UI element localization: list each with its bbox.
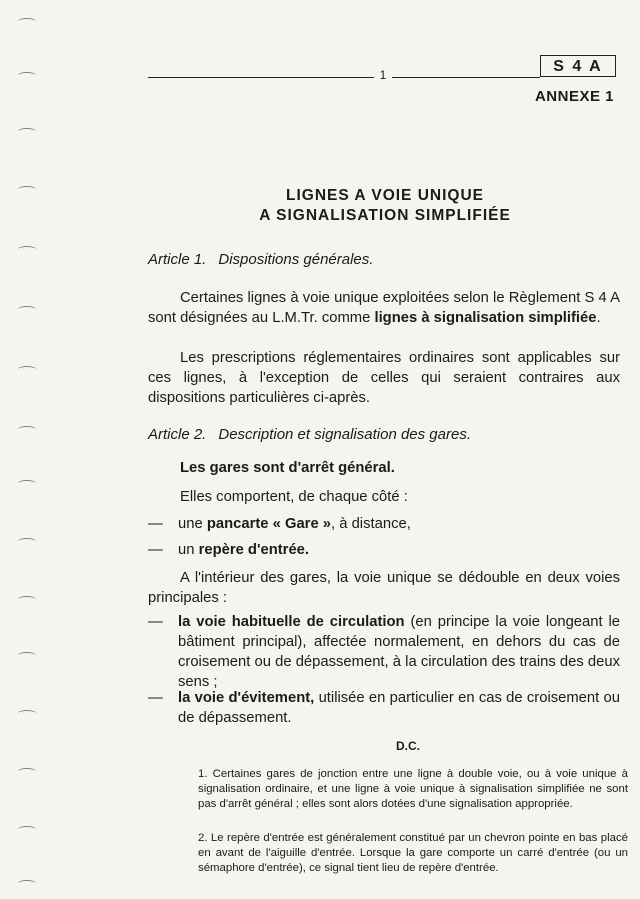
item-1-post: , à distance, xyxy=(331,516,411,532)
article-2-paragraph-1 xyxy=(148,458,620,478)
dash-marker: — xyxy=(148,614,163,630)
header-rule-right xyxy=(392,77,540,78)
list-item-pancarte xyxy=(148,514,620,534)
article-1-p1-end: . xyxy=(596,310,601,326)
header-rule-left xyxy=(148,77,374,78)
dash-marker: — xyxy=(148,690,163,706)
article-2-paragraph-2 xyxy=(148,487,620,507)
item-2-pre: un xyxy=(178,542,199,558)
item-2-bold: repère d'entrée. xyxy=(198,542,310,558)
dc-heading: D.C. xyxy=(396,739,420,753)
footnote-1: 1. Certaines gares de jonction entre une ligne à double voie, ou à voie unique à signalisation ordinaire, et une ligne à voie unique à signalisation simplifiée ne sont pas d'arrêt général ; elles sont alors dotées d'une signalisation appropriée. xyxy=(198,768,628,810)
article-2-number: Article 2. xyxy=(148,426,207,443)
article-2-paragraph-3 xyxy=(148,568,620,608)
title-line-2: A SIGNALISATION SIMPLIFIÉE xyxy=(259,207,511,224)
article-1-paragraph-1 xyxy=(148,288,620,328)
article-1-number: Article 1. xyxy=(148,251,207,268)
item-4-text: utilisée en particulier en cas de croisement ou de dépassement. xyxy=(178,690,621,726)
article-2-p1-bold: Les gares sont d'arrêt général. xyxy=(180,460,395,476)
article-1-heading xyxy=(148,251,373,268)
article-1-paragraph-2 xyxy=(148,348,620,408)
article-1-title: Dispositions générales. xyxy=(218,251,374,268)
item-3-text: (en principe la voie longeant le bâtiment principal), affectée normalement, en dehors du cas de croisement ou de dépassement, à la circulation des trains des deux sens ; xyxy=(178,614,620,690)
article-2-heading xyxy=(148,426,471,443)
item-4-bold: la voie d'évitement, xyxy=(178,690,315,706)
footnote-2: 2. Le repère d'entrée est généralement constitué par un chevron pointe en bas placé en avant de l'aiguille d'entrée. Lorsque la gare comporte un carré d'entrée (ou un sémaphore d'entrée), ce signal tient lieu de repère d'entrée. xyxy=(198,832,628,874)
dash-marker: — xyxy=(148,516,163,532)
list-item-voie-evitement xyxy=(148,688,620,728)
list-item-voie-habituelle xyxy=(148,612,620,692)
binding-holes xyxy=(0,0,40,899)
annex-label: ANNEXE 1 xyxy=(534,88,614,105)
item-3-bold: la voie habituelle de circulation xyxy=(178,614,405,630)
article-2-p2-text: Elles comportent, de chaque côté : xyxy=(180,489,408,505)
article-2-title: Description et signalisation des gares. xyxy=(218,426,471,443)
dash-marker: — xyxy=(148,542,163,558)
article-1-p1-bold: lignes à signalisation simplifiée xyxy=(374,310,597,326)
article-1-p2-text: Les prescriptions réglementaires ordinaires sont applicables sur ces lignes, à l'exception de celles qui seraient contraires aux dispositions particulières ci-après. xyxy=(148,350,620,406)
article-2-p3-text: A l'intérieur des gares, la voie unique se dédouble en deux voies principales : xyxy=(148,570,620,606)
list-item-repere xyxy=(148,540,620,560)
item-1-pre: une xyxy=(178,516,207,532)
article-1-p1-text: Certaines lignes à voie unique exploitées selon le Règlement S 4 A sont désignées au L.M.Tr. comme xyxy=(148,290,620,326)
item-1-bold: pancarte « Gare » xyxy=(206,516,332,532)
document-code-box: S 4 A xyxy=(540,55,616,77)
title-line-1: LIGNES A VOIE UNIQUE xyxy=(286,187,484,204)
page-number: 1 xyxy=(379,68,387,82)
